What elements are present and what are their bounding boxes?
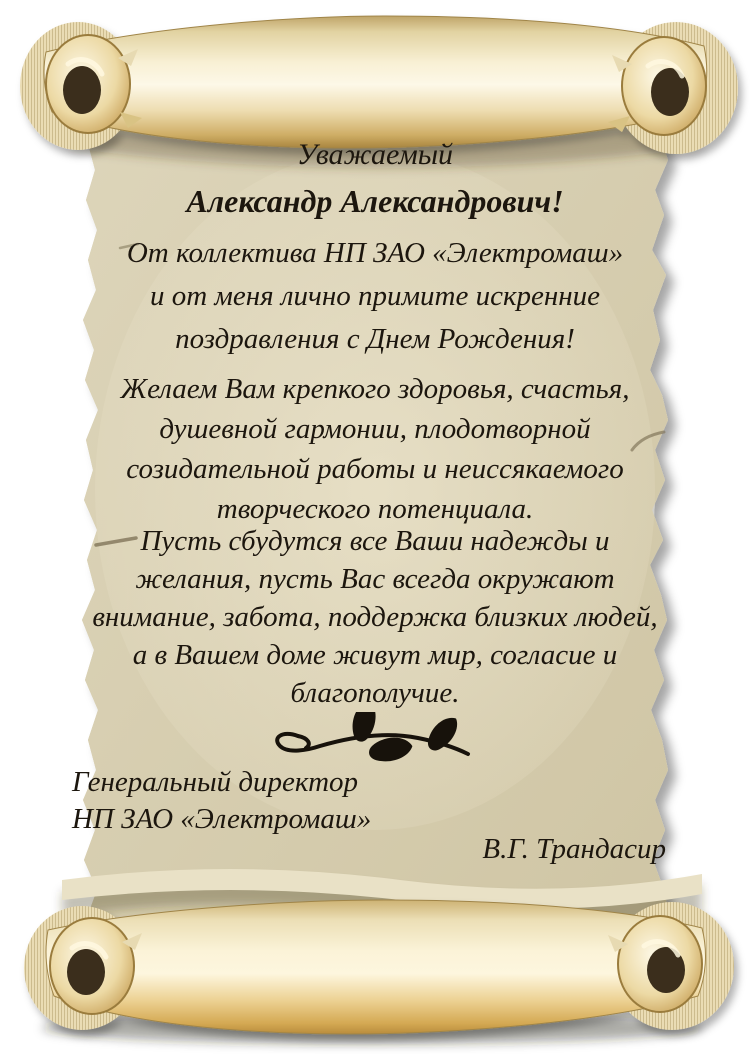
hopes-paragraph (0, 522, 750, 712)
signature-title-line: Генеральный директор (72, 766, 359, 798)
recipient-name: Александр Александрович! (186, 183, 564, 219)
text-line: и от меня лично примите искренние (149, 280, 601, 312)
text-line: желания, пусть Вас всегда окружают (135, 563, 615, 595)
signature-company-line: НП ЗАО «Электромаш» (72, 803, 372, 835)
text-line: Пусть сбудутся все Ваши надежды и (140, 525, 610, 557)
text-line: а в Вашем доме живут мир, согласие и (132, 639, 618, 671)
text-line: От коллектива НП ЗАО «Электромаш» (126, 237, 624, 269)
text-line: душевной гармонии, плодотворной (159, 413, 591, 445)
salutation: Уважаемый (296, 138, 454, 171)
text-line: поздравления с Днем Рождения! (175, 323, 575, 355)
text-line: Желаем Вам крепкого здоровья, счастья, (120, 373, 630, 405)
text-line: благополучие. (290, 677, 460, 709)
text-line: творческого потенциала. (216, 493, 534, 525)
signature-name: В.Г. Трандасир (482, 833, 666, 865)
wishes-paragraph (0, 369, 750, 529)
text-line: внимание, забота, поддержка близких людей, (92, 601, 658, 633)
text-line: созидательной работы и неиссякаемого (126, 453, 624, 485)
signature-title (72, 764, 371, 838)
intro-paragraph (0, 232, 750, 361)
